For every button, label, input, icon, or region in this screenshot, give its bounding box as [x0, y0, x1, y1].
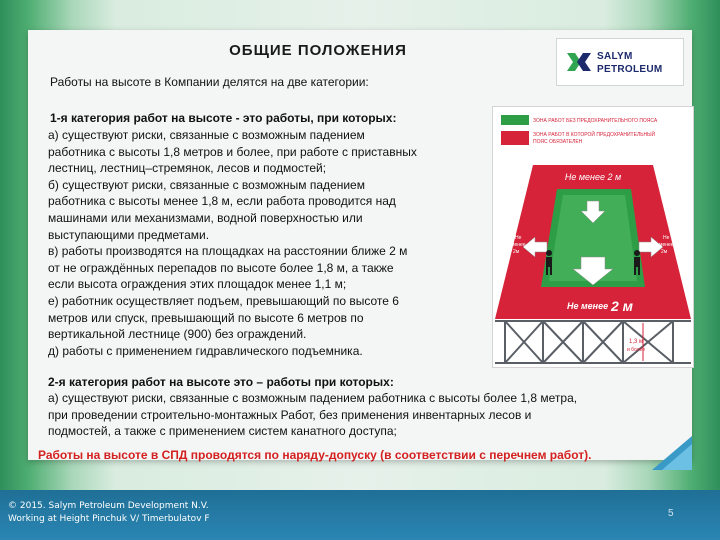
corner-triangle-decoration — [652, 436, 692, 470]
height-safety-diagram — [492, 106, 694, 368]
right-label-3: 2м — [661, 249, 668, 255]
category1-line: работника с высоты 1,8 метров и более, при работе с приставных — [48, 144, 417, 159]
category2-list — [48, 390, 688, 440]
footer-copyright — [8, 500, 210, 526]
bottom-label-small: Не менее — [567, 301, 609, 311]
left-label-1: Не — [515, 235, 522, 241]
scaffold-structure — [495, 321, 691, 363]
company-logo — [556, 38, 684, 86]
category1-line: работника с высоты менее 1,8 м, если работа проводится над — [48, 194, 396, 209]
category2-heading: 2-я категория работ на высоте это – работы при которых: — [48, 375, 394, 389]
left-label-2: менее — [511, 242, 526, 248]
category1-line: в) работы производятся на площадках на расстоянии ближе 2 м — [48, 244, 408, 259]
legend-red-text-1: ЗОНА РАБОТ В КОТОРОЙ ПРЕДОХРАНИТЕЛЬНЫЙ — [533, 132, 656, 138]
category2-line: подмостей, а также с применением систем канатного доступа; — [48, 424, 397, 438]
category1-line: если высота ограждения этих площадок менее 1,1 м; — [48, 277, 347, 292]
category1-line: д) работы с применением гидравлического подъемника. — [48, 343, 363, 358]
category1-list — [48, 127, 508, 359]
salym-logo-icon — [565, 49, 593, 75]
page-number: 5 — [668, 508, 674, 519]
height-label-2: и более — [627, 347, 646, 353]
slide-panel — [28, 30, 692, 460]
legend-red-swatch — [501, 131, 529, 145]
bottom-label-big: 2 м — [611, 298, 634, 314]
legend-green-swatch — [501, 115, 529, 125]
copyright-line-1: © 2015. Salym Petroleum Development N.V. — [8, 501, 209, 511]
intro-text: Работы на высоте в Компании делятся на две категории: — [50, 75, 369, 89]
category1-line: а) существуют риски, связанные с возможным падением — [48, 128, 365, 142]
category1-heading: 1-я категория работ на высоте - это работы, при которых: — [50, 111, 397, 125]
top-distance-label: Не менее 2 м — [564, 172, 622, 182]
category1-line: вертикальной лестнице (900) без ограждений. — [48, 327, 307, 342]
logo-line-1: SALYM — [597, 51, 633, 62]
legend-green-text: ЗОНА РАБОТ БЕЗ ПРЕДОХРАНИТЕЛЬНОГО ПОЯСА — [533, 118, 658, 124]
legend-red-text-2: ПОЯС ОБЯЗАТЕЛЕН — [533, 139, 583, 145]
category1-line: б) существуют риски, связанные с возможным падением — [48, 177, 365, 192]
category1-line: от не ограждённых перепадов по высоте более 1,8 м, а также — [48, 260, 394, 275]
logo-line-2: PETROLEUM — [597, 64, 663, 75]
important-note: Работы на высоте в СПД проводятся по наряду-допуску (в соответствии с перечнем работ). — [38, 448, 592, 462]
slide-title: ОБЩИЕ ПОЛОЖЕНИЯ — [229, 42, 407, 59]
category1-line: метров или спуск, превышающий по высоте 6 метров по — [48, 310, 364, 325]
category1-line: е) работник осуществляет подъем, превышающий по высоте 6 — [48, 293, 399, 308]
category1-line: машинами или механизмами, водной поверхностью или — [48, 210, 363, 225]
category1-line: лестниц, лестниц–стремянок, лесов и подмостей; — [48, 161, 327, 176]
category1-line: выступающими предметами. — [48, 227, 210, 242]
category2-line: а) существуют риски, связанные с возможным падением работника с высоты более 1,8 метра, — [48, 391, 578, 405]
copyright-line-2: Working at Height Pinchuk V/ Timerbulatov F — [8, 514, 210, 524]
category2-line: при проведении строительно-монтажных Работ, без применения инвентарных лесов и — [48, 407, 532, 422]
height-label-1: 1,3 м — [629, 339, 644, 345]
right-label-1: Не — [663, 235, 670, 241]
right-label-2: менее — [659, 242, 674, 248]
left-label-3: 2м — [513, 249, 520, 255]
